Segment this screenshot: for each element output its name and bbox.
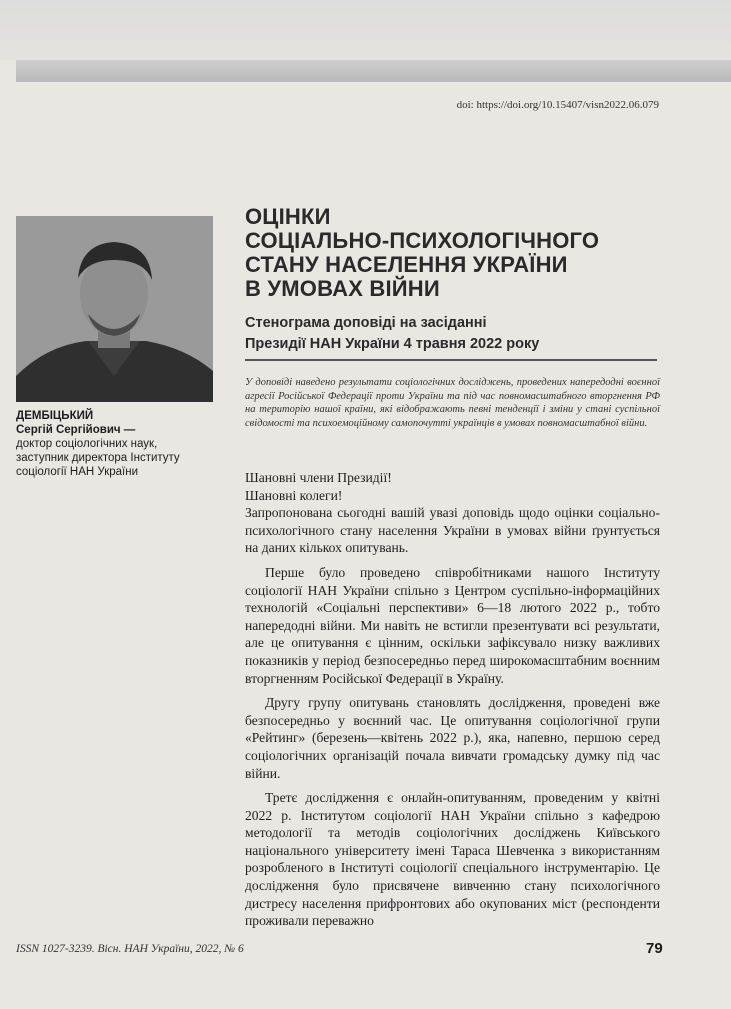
- author-photo: [16, 216, 213, 402]
- greeting: Шановні члени Президії!: [245, 470, 392, 485]
- header-band: [16, 60, 731, 82]
- article-subtitle: [245, 313, 665, 355]
- article-abstract: У доповіді наведено результати соціологічних досліджень, проведених напередодні воєнної агресії Російської Федерації проти України та під час повномасштабного вторгнення РФ на територію нашої країни, які відображають певні тенденції і зміни у стані суспільної свідомості та психоемоційному самопочутті українців в умовах повномасштабної війни.: [245, 377, 660, 429]
- title-line: ОЦІНКИ: [245, 204, 331, 229]
- paragraph: Третє дослідження є онлайн-опитуванням, проведеним у квітні 2022 р. Інститутом соціології НАН України спільно з кафедрою методології та методів соціологічних досліджень Київського національного університету імені Тараса Шевченка з використанням розробленого в Інституті соціології спеціального інструментарію. Це дослідження було присвячене вивченню стану психологічного дистресу населення прифронтових або окупованих міст (респонденти проживали переважно: [245, 790, 660, 929]
- author-institute: соціології НАН України: [16, 466, 138, 478]
- paragraph: Запропонована сьогодні вашій увазі доповідь щодо оцінки соціально-психологічного стану населення України в умовах війни ґрунтується на даних кількох опитувань.: [245, 505, 660, 556]
- page-top-shadow: [0, 0, 731, 60]
- title-line: В УМОВАХ ВІЙНИ: [245, 276, 440, 301]
- doi-link[interactable]: doi: https://doi.org/10.15407/visn2022.06.079: [456, 99, 659, 111]
- paragraph: Другу групу опитувань становлять дослідження, проведені вже безпосередньо у воєнний час. Це опитування соціологічної групи «Рейтинг» (березень—квітень 2022 р.), яка, напевно, першою серед соціологічних організацій почала вивчати громадську думку під час війни.: [245, 695, 660, 781]
- journal-footer: ISSN 1027-3239. Вісн. НАН України, 2022, № 6: [16, 943, 244, 955]
- author-degree: доктор соціологічних наук,: [16, 438, 158, 450]
- title-line: СТАНУ НАСЕЛЕННЯ УКРАЇНИ: [245, 252, 568, 277]
- page-number: 79: [646, 940, 663, 957]
- paragraph: Перше було проведено співробітниками нашого Інституту соціології НАН України спільно з Центром суспільно-інформаційних технологій «Соціальні перспективи» 6—18 лютого 2022 р., тобто напередодні війни. Ми навіть не встигли презентувати всі результати, але це опитування є цінним, оскільки зафіксувало низку важливих показників у період безпосередньо перед широкомасштабним воєнним вторгненням Російської Федерації в Україну.: [245, 564, 660, 686]
- title-line: СОЦІАЛЬНО-ПСИХОЛОГІЧНОГО: [245, 228, 600, 253]
- subtitle-line: Президії НАН України 4 травня 2022 року: [245, 336, 540, 352]
- article-title: [245, 205, 665, 301]
- author-surname: ДЕМБІЦЬКИЙ: [16, 410, 94, 422]
- author-position: заступник директора Інституту: [16, 452, 180, 464]
- author-given-name: Сергій Сергійович —: [16, 424, 136, 436]
- title-divider: [245, 359, 657, 361]
- article-body: [245, 469, 660, 930]
- author-info: [16, 409, 226, 479]
- subtitle-line: Стенограма доповіді на засіданні: [245, 315, 487, 331]
- greeting: Шановні колеги!: [245, 487, 343, 503]
